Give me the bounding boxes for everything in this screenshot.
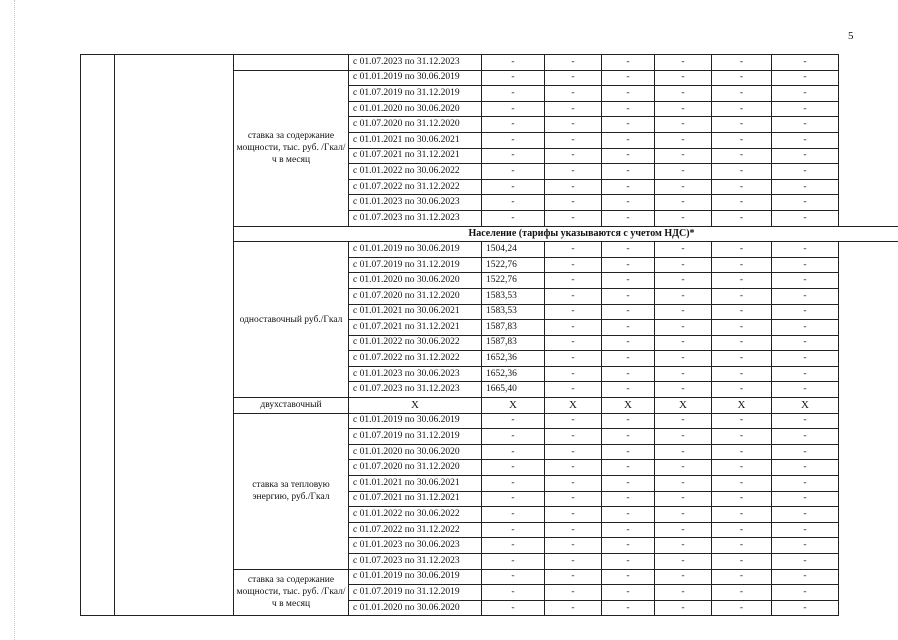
period-cell: с 01.07.2023 по 31.12.2023 [349,55,482,71]
period-cell: с 01.07.2019 по 31.12.2019 [349,585,482,601]
value-cell: - [772,70,839,86]
value-cell: - [545,242,602,258]
value-cell: - [602,288,655,304]
value-cell: - [545,522,602,538]
value-cell: - [602,366,655,382]
period-cell: с 01.07.2019 по 31.12.2019 [349,257,482,273]
value-cell: - [655,413,712,429]
value-cell: - [655,273,712,289]
value-cell: - [712,585,772,601]
value-cell: - [602,273,655,289]
value-cell: - [545,164,602,180]
period-cell: с 01.07.2022 по 31.12.2022 [349,522,482,538]
value-cell: X [655,398,712,414]
value-cell: - [602,179,655,195]
value-cell: - [602,242,655,258]
value-cell: X [602,398,655,414]
value-cell: - [712,600,772,616]
value-cell: - [772,117,839,133]
value-cell: - [772,366,839,382]
value-cell: - [772,320,839,336]
value-cell: 1587,83 [482,335,545,351]
value-cell: - [712,210,772,226]
value-cell: - [545,86,602,102]
value-cell: - [655,101,712,117]
value-cell: - [772,538,839,554]
value-cell: - [772,101,839,117]
period-cell: с 01.01.2021 по 30.06.2021 [349,476,482,492]
value-cell: - [712,507,772,523]
value-cell: - [482,70,545,86]
value-cell: - [655,304,712,320]
value-cell: - [712,288,772,304]
value-cell: - [712,335,772,351]
value-cell: - [602,507,655,523]
value-cell: - [482,179,545,195]
value-cell: - [545,413,602,429]
value-cell: - [655,600,712,616]
period-cell: X [349,398,482,414]
value-cell: - [712,429,772,445]
value-cell: - [712,257,772,273]
value-cell: - [712,460,772,476]
value-cell: 1583,53 [482,304,545,320]
period-cell: с 01.01.2019 по 30.06.2019 [349,242,482,258]
value-cell: - [545,179,602,195]
value-cell: - [545,444,602,460]
parameter-label: ставка за содержание мощности, тыс. руб. /Гкал/ч в месяц [234,70,349,226]
value-cell: - [772,335,839,351]
value-cell: - [655,117,712,133]
parameter-label [234,55,349,71]
value-cell: 1522,76 [482,273,545,289]
value-cell: - [772,444,839,460]
value-cell: - [482,117,545,133]
value-cell: - [655,257,712,273]
value-cell: - [602,444,655,460]
value-cell: - [772,304,839,320]
value-cell: - [545,538,602,554]
value-cell: - [545,351,602,367]
value-cell: - [772,86,839,102]
period-cell: с 01.07.2019 по 31.12.2019 [349,429,482,445]
value-cell: 1587,83 [482,320,545,336]
value-cell: - [655,507,712,523]
value-cell: - [772,179,839,195]
value-cell: - [712,522,772,538]
value-cell: 1652,36 [482,351,545,367]
period-cell: с 01.07.2019 по 31.12.2019 [349,86,482,102]
period-cell: с 01.07.2023 по 31.12.2023 [349,382,482,398]
value-cell: - [655,288,712,304]
value-cell: - [482,86,545,102]
value-cell: - [712,444,772,460]
value-cell: - [545,257,602,273]
value-cell: - [772,413,839,429]
value-cell: - [602,476,655,492]
value-cell: - [545,70,602,86]
value-cell: - [545,382,602,398]
value-cell: - [602,101,655,117]
value-cell: - [655,320,712,336]
value-cell: - [712,538,772,554]
value-cell: - [772,585,839,601]
value-cell: - [602,538,655,554]
value-cell: - [545,600,602,616]
value-cell: - [482,522,545,538]
value-cell: - [772,429,839,445]
value-cell: - [602,382,655,398]
value-cell: - [545,569,602,585]
value-cell: - [602,569,655,585]
value-cell: - [712,366,772,382]
value-cell: - [655,242,712,258]
value-cell: - [482,148,545,164]
value-cell: - [545,476,602,492]
value-cell: - [712,117,772,133]
value-cell: - [655,382,712,398]
value-cell: - [602,210,655,226]
period-cell: с 01.07.2023 по 31.12.2023 [349,554,482,570]
page-edge-line [14,0,15,640]
period-cell: с 01.01.2022 по 30.06.2022 [349,507,482,523]
period-cell: с 01.07.2020 по 31.12.2020 [349,460,482,476]
section-header: Население (тарифы указываются с учетом НДС)* [234,226,898,242]
value-cell: - [655,55,712,71]
value-cell: - [772,210,839,226]
value-cell: - [602,132,655,148]
value-cell: - [772,476,839,492]
value-cell: - [482,569,545,585]
value-cell: - [602,522,655,538]
value-cell: - [655,476,712,492]
page-number: 5 [848,30,854,42]
value-cell: - [482,476,545,492]
period-cell: с 01.01.2020 по 30.06.2020 [349,444,482,460]
value-cell: 1652,36 [482,366,545,382]
value-cell: X [712,398,772,414]
value-cell: - [712,491,772,507]
value-cell: - [712,70,772,86]
value-cell: - [602,335,655,351]
value-cell: - [545,335,602,351]
value-cell: - [602,86,655,102]
period-cell: с 01.01.2021 по 30.06.2021 [349,132,482,148]
period-cell: с 01.01.2021 по 30.06.2021 [349,304,482,320]
value-cell: - [712,554,772,570]
value-cell: - [772,554,839,570]
value-cell: - [655,132,712,148]
value-cell: - [655,554,712,570]
value-cell: - [602,70,655,86]
value-cell: X [772,398,839,414]
value-cell: - [772,288,839,304]
value-cell: - [712,55,772,71]
value-cell: - [712,148,772,164]
value-cell: - [772,132,839,148]
value-cell: - [712,132,772,148]
value-cell: - [655,210,712,226]
value-cell: - [655,179,712,195]
value-cell: - [772,460,839,476]
value-cell: - [712,101,772,117]
period-cell: с 01.01.2020 по 30.06.2020 [349,101,482,117]
value-cell: - [602,460,655,476]
value-cell: - [655,538,712,554]
value-cell: - [602,413,655,429]
value-cell: - [482,600,545,616]
value-cell: - [772,522,839,538]
value-cell: - [655,491,712,507]
value-cell: - [655,351,712,367]
value-cell: - [545,304,602,320]
value-cell: - [712,164,772,180]
value-cell: - [602,257,655,273]
parameter-label: ставка за содержание мощности, тыс. руб. /Гкал/ч в месяц [234,569,349,616]
row-number-cell [81,55,115,616]
value-cell: - [602,491,655,507]
value-cell: - [545,195,602,211]
value-cell: - [482,210,545,226]
value-cell: - [772,195,839,211]
value-cell: - [602,351,655,367]
value-cell: - [772,382,839,398]
value-cell: - [545,491,602,507]
period-cell: с 01.01.2019 по 30.06.2019 [349,70,482,86]
period-cell: с 01.01.2019 по 30.06.2019 [349,569,482,585]
value-cell: - [655,164,712,180]
value-cell: - [482,507,545,523]
value-cell: - [655,429,712,445]
value-cell: - [545,273,602,289]
period-cell: с 01.07.2021 по 31.12.2021 [349,320,482,336]
parameter-label: ставка за тепловую энергию, руб./Гкал [234,413,349,569]
value-cell: - [772,257,839,273]
value-cell: - [712,195,772,211]
value-cell: - [655,86,712,102]
value-cell: - [482,132,545,148]
value-cell: - [482,585,545,601]
period-cell: с 01.07.2023 по 31.12.2023 [349,210,482,226]
value-cell: - [545,585,602,601]
parameter-label: двухставочный [234,398,349,414]
value-cell: - [482,195,545,211]
value-cell: - [545,132,602,148]
period-cell: с 01.07.2021 по 31.12.2021 [349,148,482,164]
value-cell: - [545,288,602,304]
category-cell [115,55,234,616]
value-cell: - [655,335,712,351]
value-cell: - [482,491,545,507]
period-cell: с 01.07.2022 по 31.12.2022 [349,179,482,195]
period-cell: с 01.01.2023 по 30.06.2023 [349,195,482,211]
value-cell: - [602,320,655,336]
value-cell: - [655,569,712,585]
value-cell: - [655,148,712,164]
value-cell: - [545,320,602,336]
value-cell: - [772,164,839,180]
value-cell: - [545,429,602,445]
period-cell: с 01.01.2022 по 30.06.2022 [349,335,482,351]
table-row [81,55,898,71]
period-cell: с 01.01.2022 по 30.06.2022 [349,164,482,180]
value-cell: - [655,70,712,86]
value-cell: - [602,585,655,601]
value-cell: - [545,55,602,71]
value-cell: - [712,382,772,398]
value-cell: - [545,507,602,523]
value-cell: - [482,413,545,429]
period-cell: с 01.07.2021 по 31.12.2021 [349,491,482,507]
value-cell: - [482,55,545,71]
value-cell: - [772,55,839,71]
value-cell: - [602,554,655,570]
value-cell: - [482,538,545,554]
value-cell: - [772,600,839,616]
value-cell: 1583,53 [482,288,545,304]
value-cell: - [772,242,839,258]
value-cell: 1504,24 [482,242,545,258]
period-cell: с 01.01.2023 по 30.06.2023 [349,366,482,382]
value-cell: - [655,444,712,460]
value-cell: - [545,366,602,382]
value-cell: - [712,242,772,258]
parameter-label: одноставочный руб./Гкал [234,242,349,398]
value-cell: 1665,40 [482,382,545,398]
value-cell: - [655,460,712,476]
period-cell: с 01.01.2023 по 30.06.2023 [349,538,482,554]
value-cell: - [712,320,772,336]
value-cell: - [602,304,655,320]
value-cell: - [482,164,545,180]
value-cell: - [772,507,839,523]
tariff-table [80,54,898,616]
value-cell: 1522,76 [482,257,545,273]
value-cell: - [482,460,545,476]
value-cell: - [545,460,602,476]
period-cell: с 01.01.2019 по 30.06.2019 [349,413,482,429]
value-cell: - [712,179,772,195]
value-cell: - [655,195,712,211]
value-cell: - [712,351,772,367]
value-cell: - [712,273,772,289]
period-cell: с 01.07.2020 по 31.12.2020 [349,117,482,133]
value-cell: - [772,569,839,585]
value-cell: - [772,273,839,289]
value-cell: - [602,164,655,180]
value-cell: - [772,148,839,164]
value-cell: - [655,585,712,601]
value-cell: X [482,398,545,414]
period-cell: с 01.07.2020 по 31.12.2020 [349,288,482,304]
value-cell: - [772,491,839,507]
value-cell: - [655,366,712,382]
value-cell: - [712,413,772,429]
value-cell: - [482,101,545,117]
value-cell: - [602,148,655,164]
value-cell: - [602,55,655,71]
value-cell: - [602,429,655,445]
value-cell: X [545,398,602,414]
value-cell: - [545,554,602,570]
value-cell: - [602,600,655,616]
value-cell: - [712,304,772,320]
value-cell: - [482,554,545,570]
value-cell: - [712,86,772,102]
value-cell: - [482,429,545,445]
value-cell: - [772,351,839,367]
value-cell: - [712,476,772,492]
value-cell: - [712,569,772,585]
value-cell: - [602,195,655,211]
value-cell: - [545,101,602,117]
period-cell: с 01.01.2020 по 30.06.2020 [349,600,482,616]
value-cell: - [482,444,545,460]
period-cell: с 01.07.2022 по 31.12.2022 [349,351,482,367]
value-cell: - [545,117,602,133]
value-cell: - [602,117,655,133]
value-cell: - [545,148,602,164]
value-cell: - [545,210,602,226]
period-cell: с 01.01.2020 по 30.06.2020 [349,273,482,289]
value-cell: - [655,522,712,538]
